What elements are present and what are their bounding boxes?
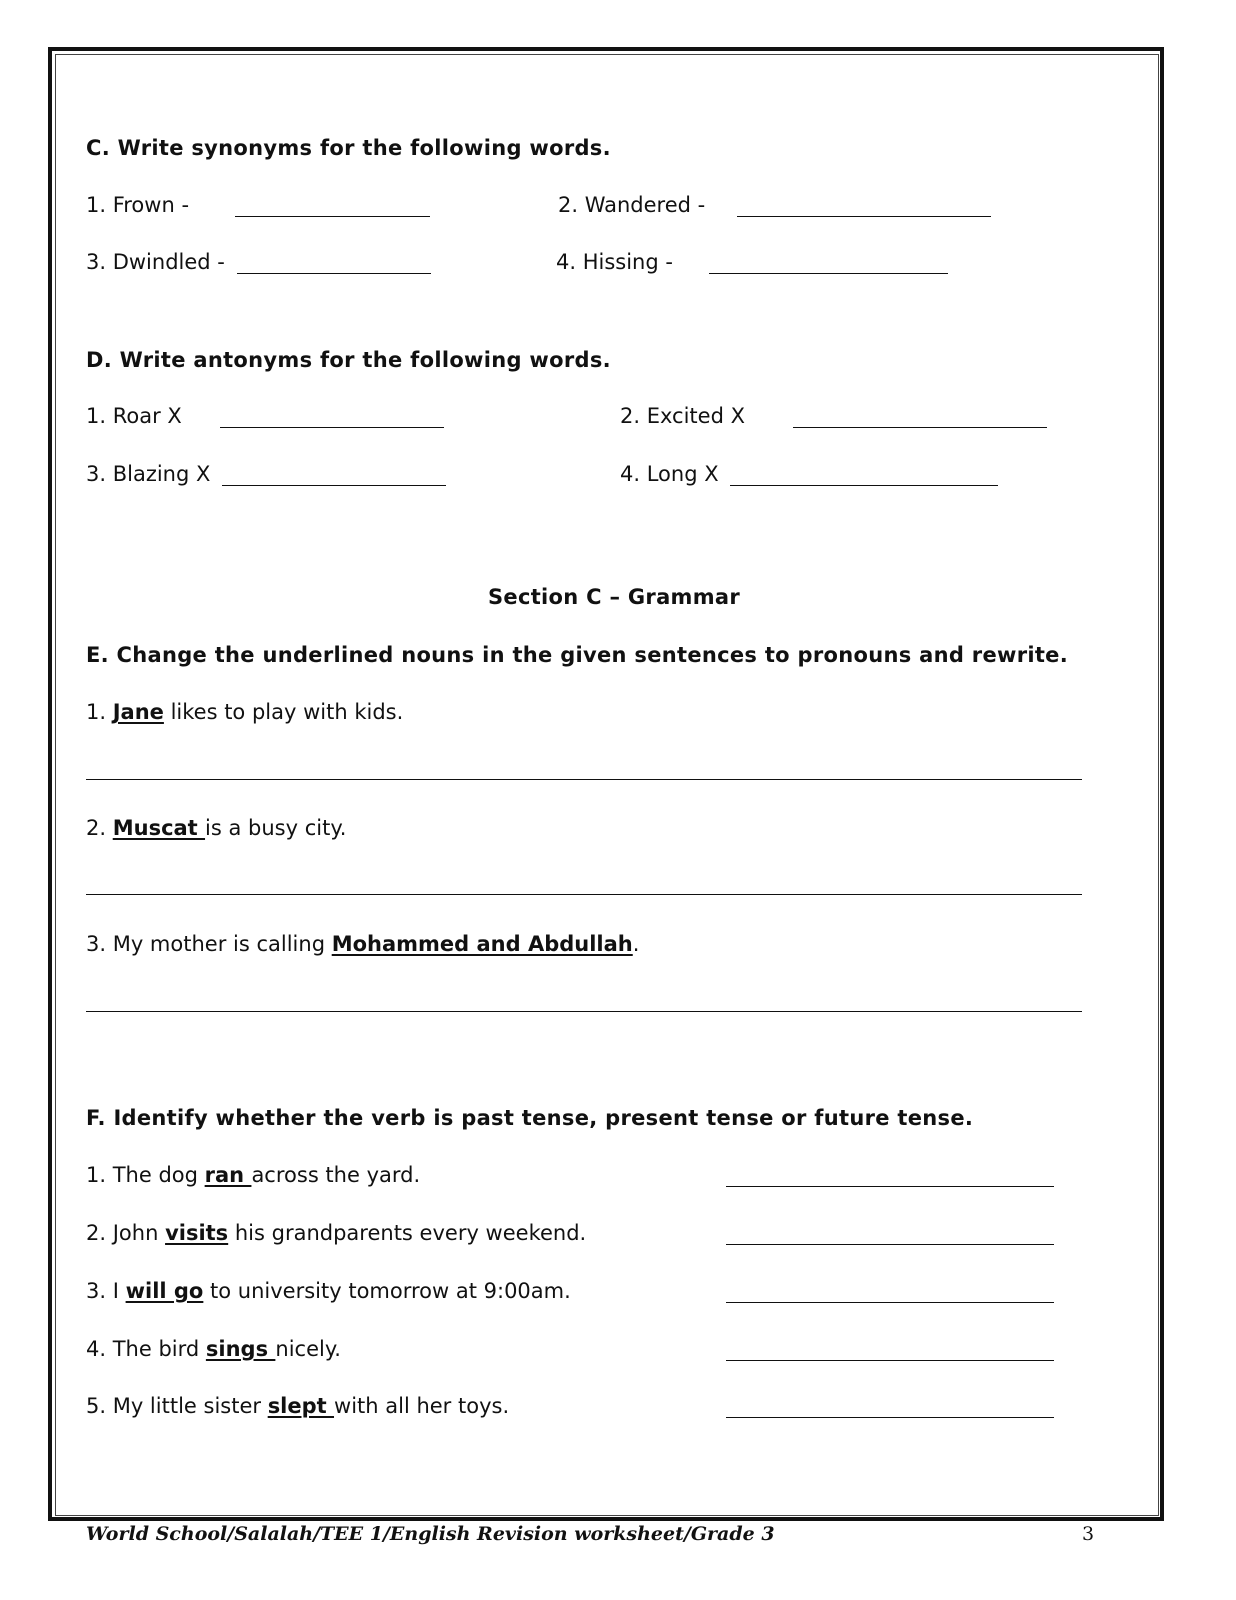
page-number: 3 (1082, 1523, 1095, 1545)
synonym-word-1: 1. Frown - (86, 193, 190, 217)
antonym-answer-4[interactable] (730, 485, 998, 486)
synonym-answer-1[interactable] (235, 216, 430, 217)
footer-text: World School/Salalah/TEE 1/English Revision worksheet/Grade 3 (86, 1523, 775, 1545)
tense-answer-1[interactable] (726, 1186, 1054, 1187)
tense-sentence-5: 5. My little sister slept with all her toys. (86, 1394, 510, 1418)
pronoun-answer-line-3[interactable] (86, 1011, 1082, 1012)
pronoun-sentence-1: 1. Jane likes to play with kids. (86, 700, 404, 724)
tense-answer-4[interactable] (726, 1360, 1054, 1361)
antonym-answer-1[interactable] (220, 427, 444, 428)
antonym-word-1: 1. Roar X (86, 404, 182, 428)
section-title-grammar: Section C – Grammar (488, 585, 741, 609)
antonym-word-2: 2. Excited X (620, 404, 745, 428)
pronoun-sentence-2: 2. Muscat is a busy city. (86, 816, 347, 840)
antonym-word-3: 3. Blazing X (86, 462, 211, 486)
synonyms-heading: C. Write synonyms for the following words. (86, 136, 611, 160)
tense-sentence-1: 1. The dog ran across the yard. (86, 1163, 421, 1187)
pronoun-sentence-3: 3. My mother is calling Mohammed and Abdullah. (86, 932, 640, 956)
tense-answer-2[interactable] (726, 1244, 1054, 1245)
tense-answer-5[interactable] (726, 1417, 1054, 1418)
pronoun-heading: E. Change the underlined nouns in the given sentences to pronouns and rewrite. (86, 643, 1069, 667)
tense-heading: F. Identify whether the verb is past tense, present tense or future tense. (86, 1106, 974, 1130)
antonym-answer-2[interactable] (793, 427, 1047, 428)
tense-sentence-3: 3. I will go to university tomorrow at 9:00am. (86, 1279, 571, 1303)
antonyms-heading: D. Write antonyms for the following words. (86, 348, 611, 372)
tense-sentence-4: 4. The bird sings nicely. (86, 1337, 341, 1361)
synonym-answer-4[interactable] (709, 273, 948, 274)
antonym-answer-3[interactable] (222, 485, 446, 486)
synonym-word-2: 2. Wandered - (558, 193, 706, 217)
synonym-word-4: 4. Hissing - (556, 250, 673, 274)
synonym-word-3: 3. Dwindled - (86, 250, 225, 274)
tense-answer-3[interactable] (726, 1302, 1054, 1303)
tense-sentence-2: 2. John visits his grandparents every weekend. (86, 1221, 587, 1245)
antonym-word-4: 4. Long X (620, 462, 719, 486)
synonym-answer-3[interactable] (237, 273, 431, 274)
pronoun-answer-line-1[interactable] (86, 779, 1082, 780)
pronoun-answer-line-2[interactable] (86, 894, 1082, 895)
synonym-answer-2[interactable] (737, 216, 991, 217)
